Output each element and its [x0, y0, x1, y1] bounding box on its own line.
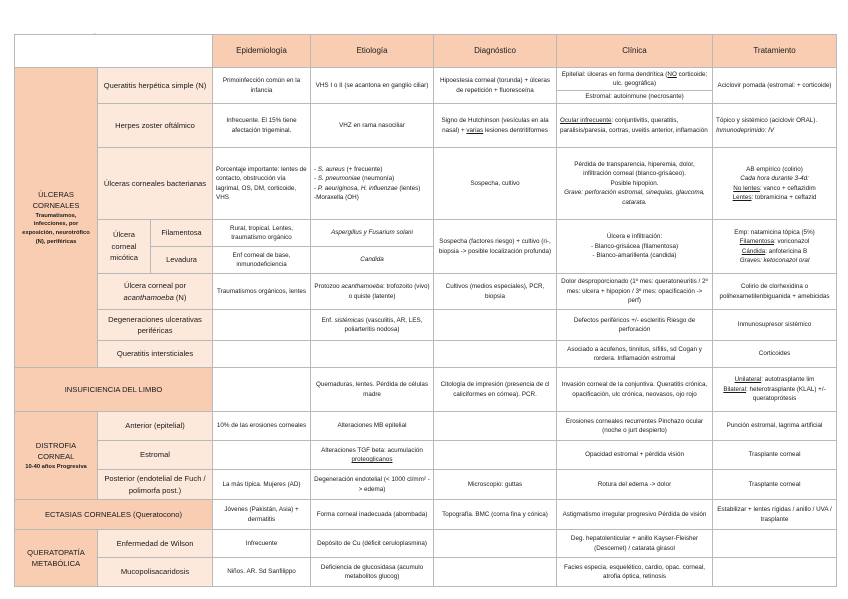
cell-diag-acanthamoeba: Cultivos (medios especiales), PCR, biopsia: [434, 274, 557, 310]
cell-epi-wilson: Infrecuente: [213, 530, 311, 558]
table-row: [15, 341, 837, 368]
cell-clin-intersticiales: Asociado a acufenos, tinnitus, sífilis, sd Cogan y rordera. Inflamación estromal: [557, 341, 713, 368]
row-label-herpetica: Queratitis herpética simple (N): [98, 68, 213, 104]
table-row: [15, 500, 837, 530]
header-etiologia: Etiología: [311, 35, 434, 68]
cell-trat-estromal: Trasplante corneal: [713, 441, 837, 470]
cell-etio-zoster: VHZ en rama nasociliar: [311, 104, 434, 148]
cell-epi-mucopoli: Niños. AR. Sd Sanfilippo: [213, 558, 311, 587]
section-limbo: INSUFICIENCIA DEL LIMBO: [15, 368, 213, 412]
cell-trat-acanthamoeba: Colirio de clorhexidina o polihexametilenbiguanida + amebicidas: [713, 274, 837, 310]
cell-diag-degeneraciones: [434, 310, 557, 341]
cell-epi-zoster: Infrecuente. El 15% tiene afectación trigeminal.: [213, 104, 311, 148]
cell-etio-ectasias: Forma corneal inadecuada (abombada): [311, 500, 434, 530]
cell-trat-ectasias: Estabilizar + lentes rígidas / anillo / UVA / trasplante: [713, 500, 837, 530]
cornea-table: [14, 34, 837, 587]
cell-etio-mucopoli: Deficiencia de glucosidasa (acumulo metabolitos glucog): [311, 558, 434, 587]
cell-diag-micotica: Sospecha (factores riesgo) + cultivo (ri-, biopsia -> posible localización profunda): [434, 220, 557, 274]
table-row: [15, 274, 837, 310]
cell-diag-anterior: [434, 412, 557, 441]
section-ulceras-name: ÚLCERAS CORNEALES: [32, 189, 80, 211]
cell-diag-mucopoli: [434, 558, 557, 587]
cell-epi-limbo: [213, 368, 311, 412]
table-row: [15, 310, 837, 341]
clin-herpetica-epitelial: Epitelial: úlceras en forma dendrítica (NO corticoide; ulc. geográfica): [561, 70, 708, 88]
cell-etio-intersticiales: [311, 341, 434, 368]
table-row: [15, 368, 837, 412]
cell-clin-limbo: Invasión corneal de la conjuntiva. Queratitis crónica, opacificación, ulc crónica, neovasos, ojo rojo: [557, 368, 713, 412]
cell-etio-wilson: Depósito de Cu (déficit ceruloplasmina): [311, 530, 434, 558]
cell-diag-zoster: Signo de Hutchinson (vesículas en ala nasal) + varias lesiones dentritiformes: [434, 104, 557, 148]
cell-etio-herpetica: VHS I o II (se acantona en ganglio ciliar): [311, 68, 434, 104]
section-distrofia: [15, 412, 98, 500]
cell-trat-mucopoli: [713, 558, 837, 587]
cell-clin-wilson: Deg. hepatolenticular + anillo Kayser-Fleisher (Descemet) / catarata girasol: [557, 530, 713, 558]
cell-etio-bacterianas: - S. aureus (+ frecuente) - S. pneumoniae (neumonía) - P. aeuriginosa, H. influenzae (lentes) -Moraxella (OH): [311, 148, 434, 220]
cell-trat-anterior: Punción estromal, lagrima artificial: [713, 412, 837, 441]
cell-etio-posterior: Degeneración endotelial (< 1000 cl/mm² -> edema): [311, 470, 434, 500]
cell-clin-herpetica: [557, 68, 713, 104]
cell-trat-degeneraciones: Inmunosupresor sistémico: [713, 310, 837, 341]
cell-clin-posterior: Rotura del edema -> dolor: [557, 470, 713, 500]
cell-diag-intersticiales: [434, 341, 557, 368]
table-row: [15, 220, 837, 247]
header-row: [15, 35, 837, 68]
cell-diag-wilson: [434, 530, 557, 558]
section-distrofia-name: DISTROFIA CORNEAL: [35, 440, 77, 462]
cell-epi-intersticiales: [213, 341, 311, 368]
row-label-filamentosa: Filamentosa: [151, 220, 213, 247]
cell-trat-posterior: Trasplante corneal: [713, 470, 837, 500]
table-row: [15, 441, 837, 470]
cell-trat-micotica: Emp: natamicina tópica (5%) Filamentosa: voriconazol Cándida: anfotericina B Graves: ketoconazol oral: [713, 220, 837, 274]
cell-trat-wilson: [713, 530, 837, 558]
cell-epi-estromal: [213, 441, 311, 470]
cell-trat-herpetica: Aciclovir pomada (estromal: + corticoide): [713, 68, 837, 104]
cell-diag-limbo: Citología de impresión (presencia de cl caliciformes en córnea). PCR.: [434, 368, 557, 412]
row-label-bacterianas: Úlceras corneales bacterianas: [98, 148, 213, 220]
row-label-posterior: Posterior (endotelial de Fuch / polimorfa post.): [98, 470, 213, 500]
cell-diag-ectasias: Topografía. BMC (corna fina y cónica): [434, 500, 557, 530]
cell-diag-herpetica: Hipoestesia corneal (torunda) + úlceras de repetición + fluoresceína: [434, 68, 557, 104]
cell-trat-zoster: Tópico y sistémico (aciclovir ORAL). Inmunodeprimido: IV: [713, 104, 837, 148]
cell-epi-degeneraciones: [213, 310, 311, 341]
cell-epi-levadura: Enf corneal de base, inmunodeficiencia: [213, 247, 311, 274]
row-label-estromal: Estromal: [98, 441, 213, 470]
row-label-intersticiales: Queratitis intersticiales: [98, 341, 213, 368]
row-label-acanthamoeba: Úlcera corneal por acanthamoeba (N): [98, 274, 213, 310]
table-row: [15, 470, 837, 500]
cell-clin-degeneraciones: Defectos periféricos +/- escleritis Riesgo de perforación: [557, 310, 713, 341]
cell-trat-limbo: Unilateral: autotrasplante lim Bilateral: heterotrasplante (KLAL) +/- queratoprótesis: [713, 368, 837, 412]
cell-clin-estromal: Opacidad estromal + pérdida visión: [557, 441, 713, 470]
section-ulceras: [15, 68, 98, 368]
cell-epi-ectasias: Jóvenes (Pakistán, Asia) + dermatitis: [213, 500, 311, 530]
table-row: [15, 530, 837, 558]
section-metabolica: QUERATOPATÍA METABÓLICA: [15, 530, 98, 587]
cell-epi-filamentosa: Rural, tropical. Lentes, traumatismo orgánico: [213, 220, 311, 247]
cell-etio-limbo: Quemaduras, lentes. Pérdida de células madre: [311, 368, 434, 412]
cell-etio-filamentosa: Aspergillus y Fusarium solani: [311, 220, 434, 247]
row-label-wilson: Enfermedad de Wilson: [98, 530, 213, 558]
cell-epi-anterior: 10% de las erosiones corneales: [213, 412, 311, 441]
section-ulceras-sub: Traumatismos, infecciones, por exposición, neurotrófico (N), periféricas: [22, 212, 90, 245]
cell-diag-posterior: Microscopio: guttas: [434, 470, 557, 500]
title-cell: [15, 35, 213, 68]
cell-clin-anterior: Erosiones corneales recurrentes Pinchazo ocular (noche o jurt despierto): [557, 412, 713, 441]
table-row: [15, 412, 837, 441]
cell-diag-bacterianas: Sospecha, cultivo: [434, 148, 557, 220]
cell-clin-acanthamoeba: Dolor desproporcionado (1º mes: queratoneuritis / 2º mes: ulcera + hipopion / 3º mes: opacificación -> perf): [557, 274, 713, 310]
row-label-degeneraciones: Degeneraciones ulcerativas periféricas: [98, 310, 213, 341]
row-label-zoster: Herpes zoster oftálmico: [98, 104, 213, 148]
table-row: [15, 104, 837, 148]
header-diagnostico: Diagnóstico: [434, 35, 557, 68]
row-label-micotica: Úlcera corneal micótica: [98, 220, 151, 274]
section-ectasias: ECTASIAS CORNEALES (Queratocono): [15, 500, 213, 530]
cell-epi-posterior: La más típica. Mujeres (AD): [213, 470, 311, 500]
cell-clin-bacterianas: Pérdida de transparencia, hiperemia, dolor, infiltración corneal (blanco-grisáceo). Posible hipopion. Grave: perforación estromal, sinequias, glaucoma, catarata.: [557, 148, 713, 220]
cell-trat-bacterianas: AB empírico (colirio) Cada hora durante 3-4d: No lentes: vanco + ceftazidim Lentes: tobramicina + ceftazid: [713, 148, 837, 220]
header-clinica: Clínica: [557, 35, 713, 68]
section-distrofia-sub: 10-40 años Progresiva: [25, 463, 87, 470]
table-row: [15, 68, 837, 104]
cell-etio-anterior: Alteraciones MB epitelial: [311, 412, 434, 441]
header-tratamiento: Tratamiento: [713, 35, 837, 68]
cell-epi-bacterianas: Porcentaje importante: lentes de contacto, obstrucción vía lagrimal, OS, DM, corticoide, VHS: [213, 148, 311, 220]
row-label-levadura: Levadura: [151, 247, 213, 274]
cell-trat-intersticiales: Corticoides: [713, 341, 837, 368]
row-label-anterior: Anterior (epitelial): [98, 412, 213, 441]
cell-epi-herpetica: Primoinfección común en la infancia: [213, 68, 311, 104]
cell-etio-acanthamoeba: Protozoo acanthamoeba: trofozoito (vivo) o quiste (latente): [311, 274, 434, 310]
cell-epi-acanthamoeba: Traumatismos orgánicos, lentes: [213, 274, 311, 310]
cell-clin-zoster: Ocular infrecuente: conjuntivitis, queratitis, paralisis/paresia, cortras, uveitis anterior, inflamación: [557, 104, 713, 148]
cell-clin-ectasias: Astigmatismo irregular progresivo Pérdida de visión: [557, 500, 713, 530]
table-row: [15, 558, 837, 587]
clin-herpetica-estromal: Estromal: autoinmune (necrosante): [557, 90, 712, 101]
cell-clin-mucopoli: Facies especia, esquelético, cardio, opac. corneal, atrofia óptica, retinosis: [557, 558, 713, 587]
cell-clin-micotica: Úlcera e infiltración: - Blanco-grisácea (filamentosa) - Blanco-amarillenta (candida): [557, 220, 713, 274]
table-row: [15, 148, 837, 220]
header-epidemiologia: Epidemiología: [213, 35, 311, 68]
row-label-mucopoli: Mucopolisacaridosis: [98, 558, 213, 587]
cell-diag-estromal: [434, 441, 557, 470]
cell-etio-levadura: Candida: [311, 247, 434, 274]
cell-etio-degeneraciones: Enf. sistémicas (vasculitis, AR, LES, poliarteritis nodosa): [311, 310, 434, 341]
cell-etio-estromal: Alteraciones TGF beta: acumulación proteoglicanos: [311, 441, 434, 470]
